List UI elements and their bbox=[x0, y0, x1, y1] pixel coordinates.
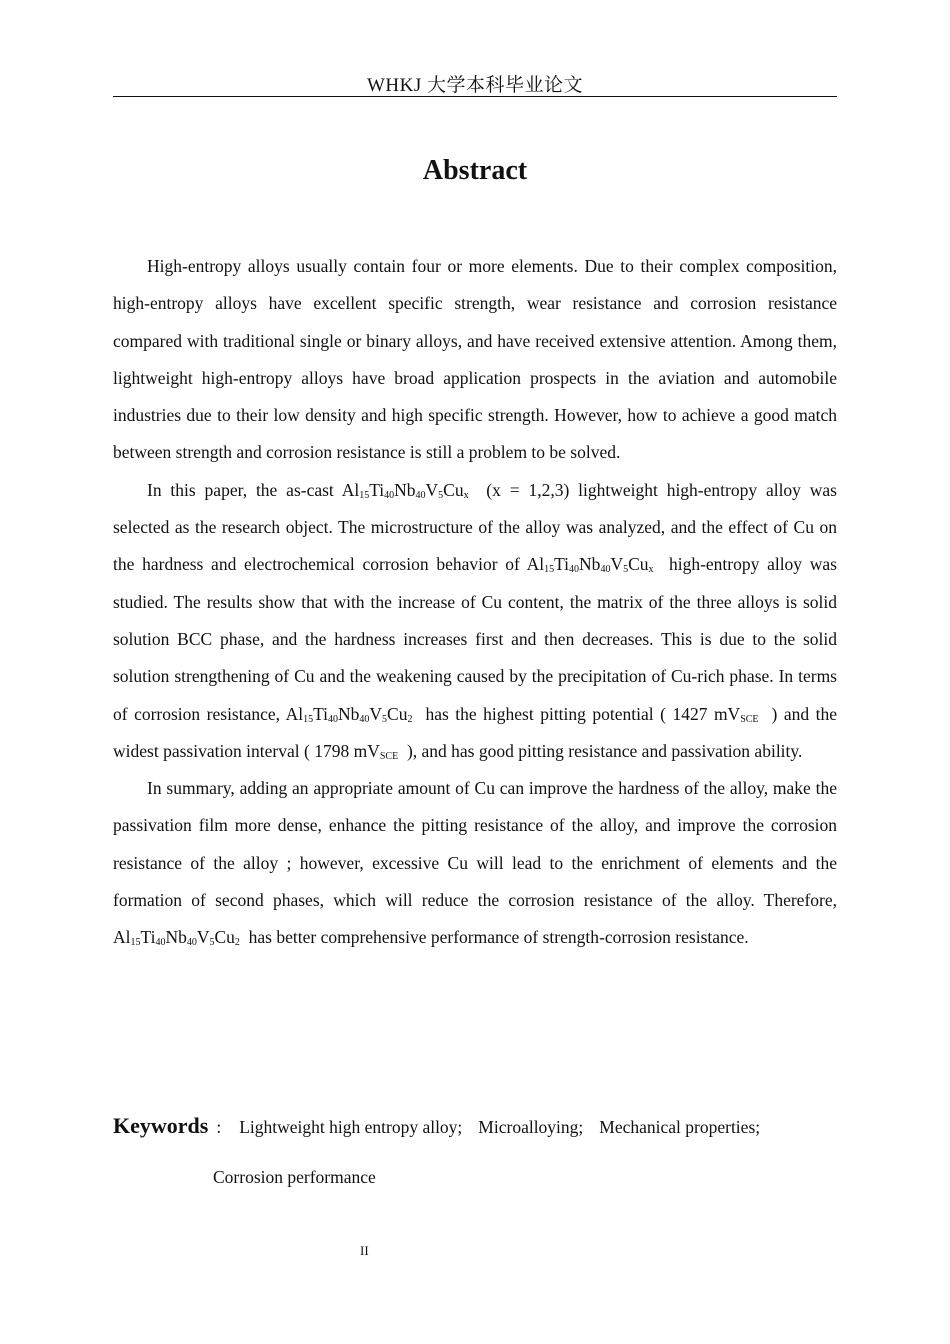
text-span: has better comprehensive performance of strength-corrosion resistance. bbox=[244, 927, 749, 948]
page-number: II bbox=[360, 1243, 369, 1258]
text-span: has the highest pitting potential ( 1427 mV bbox=[418, 703, 741, 724]
keyword-item: Microalloying; bbox=[478, 1117, 584, 1137]
sce-subscript: SCE bbox=[740, 713, 759, 725]
formula-alloy-x: $Al_{15}Ti_{40}Nb_{40}V_5Cu_x$ bbox=[341, 479, 469, 501]
paragraph-1: High-entropy alloys usually contain four or more elements. Due to their complex composition, high-entropy alloys have excellent specific strength, wear resistance and corrosion resistance compared with traditional single or binary alloys, and have received extensive attention. Among them, lightweight high-entropy alloys have broad application prospects in the aviation and automobile industries due to their low density and high specific strength. However, how to achieve a good match between strength and corrosion resistance is still a problem to be solved. bbox=[113, 256, 837, 463]
sce-subscript: SCE bbox=[379, 750, 399, 762]
formula-alloy-x: $Al_{15}Ti_{40}Nb_{40}V_5Cu_x$ bbox=[526, 554, 654, 576]
header-rule bbox=[113, 96, 837, 97]
keywords-colon: : bbox=[216, 1117, 222, 1137]
text-span: ) and the widest passivation interval ( 1798 mV bbox=[113, 703, 838, 761]
keywords-label: Keywords bbox=[113, 1113, 209, 1138]
abstract-body bbox=[113, 248, 837, 957]
page-header: WHKJ 大学本科毕业论文 bbox=[366, 75, 584, 96]
paragraph-3 bbox=[113, 770, 837, 956]
text-span: high-entropy alloy was studied. The results show that with the increase of Cu content, the matrix of the three alloys is solid solution BCC phase, and the hardness increases first and then decreases. This is due to the solid solution strengthening of Cu and the weakening caused by the precipitation of Cu-rich phase. In terms of corrosion resistance, bbox=[113, 554, 837, 724]
text-span: In this paper, the as-cast bbox=[147, 479, 342, 500]
text-span: (x = 1,2,3) lightweight high-entropy alloy was selected as the research object. The microstructure of the alloy was analyzed, and the effect of Cu on the hardness and electrochemical corrosion behavior of bbox=[113, 479, 837, 575]
formula-alloy-2: $Al_{15}Ti_{40}Nb_{40}V_5Cu_2$ bbox=[285, 703, 413, 725]
abstract-title: Abstract bbox=[422, 155, 528, 186]
text-span: In summary, adding an appropriate amount of Cu can improve the hardness of the alloy, make the passivation film more dense, enhance the pitting resistance of the alloy, and improve the corrosion resistance of the alloy ; however, excessive Cu will lead to the enrichment of elements and the formation of second phases, which will reduce the corrosion resistance of the alloy. Therefore, bbox=[113, 778, 837, 911]
paragraph-2 bbox=[113, 472, 837, 770]
formula-alloy-2: $Al_{15}Ti_{40}Nb_{40}V_5Cu_2$ bbox=[113, 927, 240, 949]
keywords bbox=[113, 1113, 837, 1139]
text-span: ), and has good pitting resistance and passivation ability. bbox=[402, 740, 803, 761]
keyword-item: Lightweight high entropy alloy; bbox=[239, 1117, 463, 1137]
keyword-item: Corrosion performance bbox=[213, 1167, 376, 1187]
keyword-item: Mechanical properties; bbox=[599, 1117, 761, 1137]
